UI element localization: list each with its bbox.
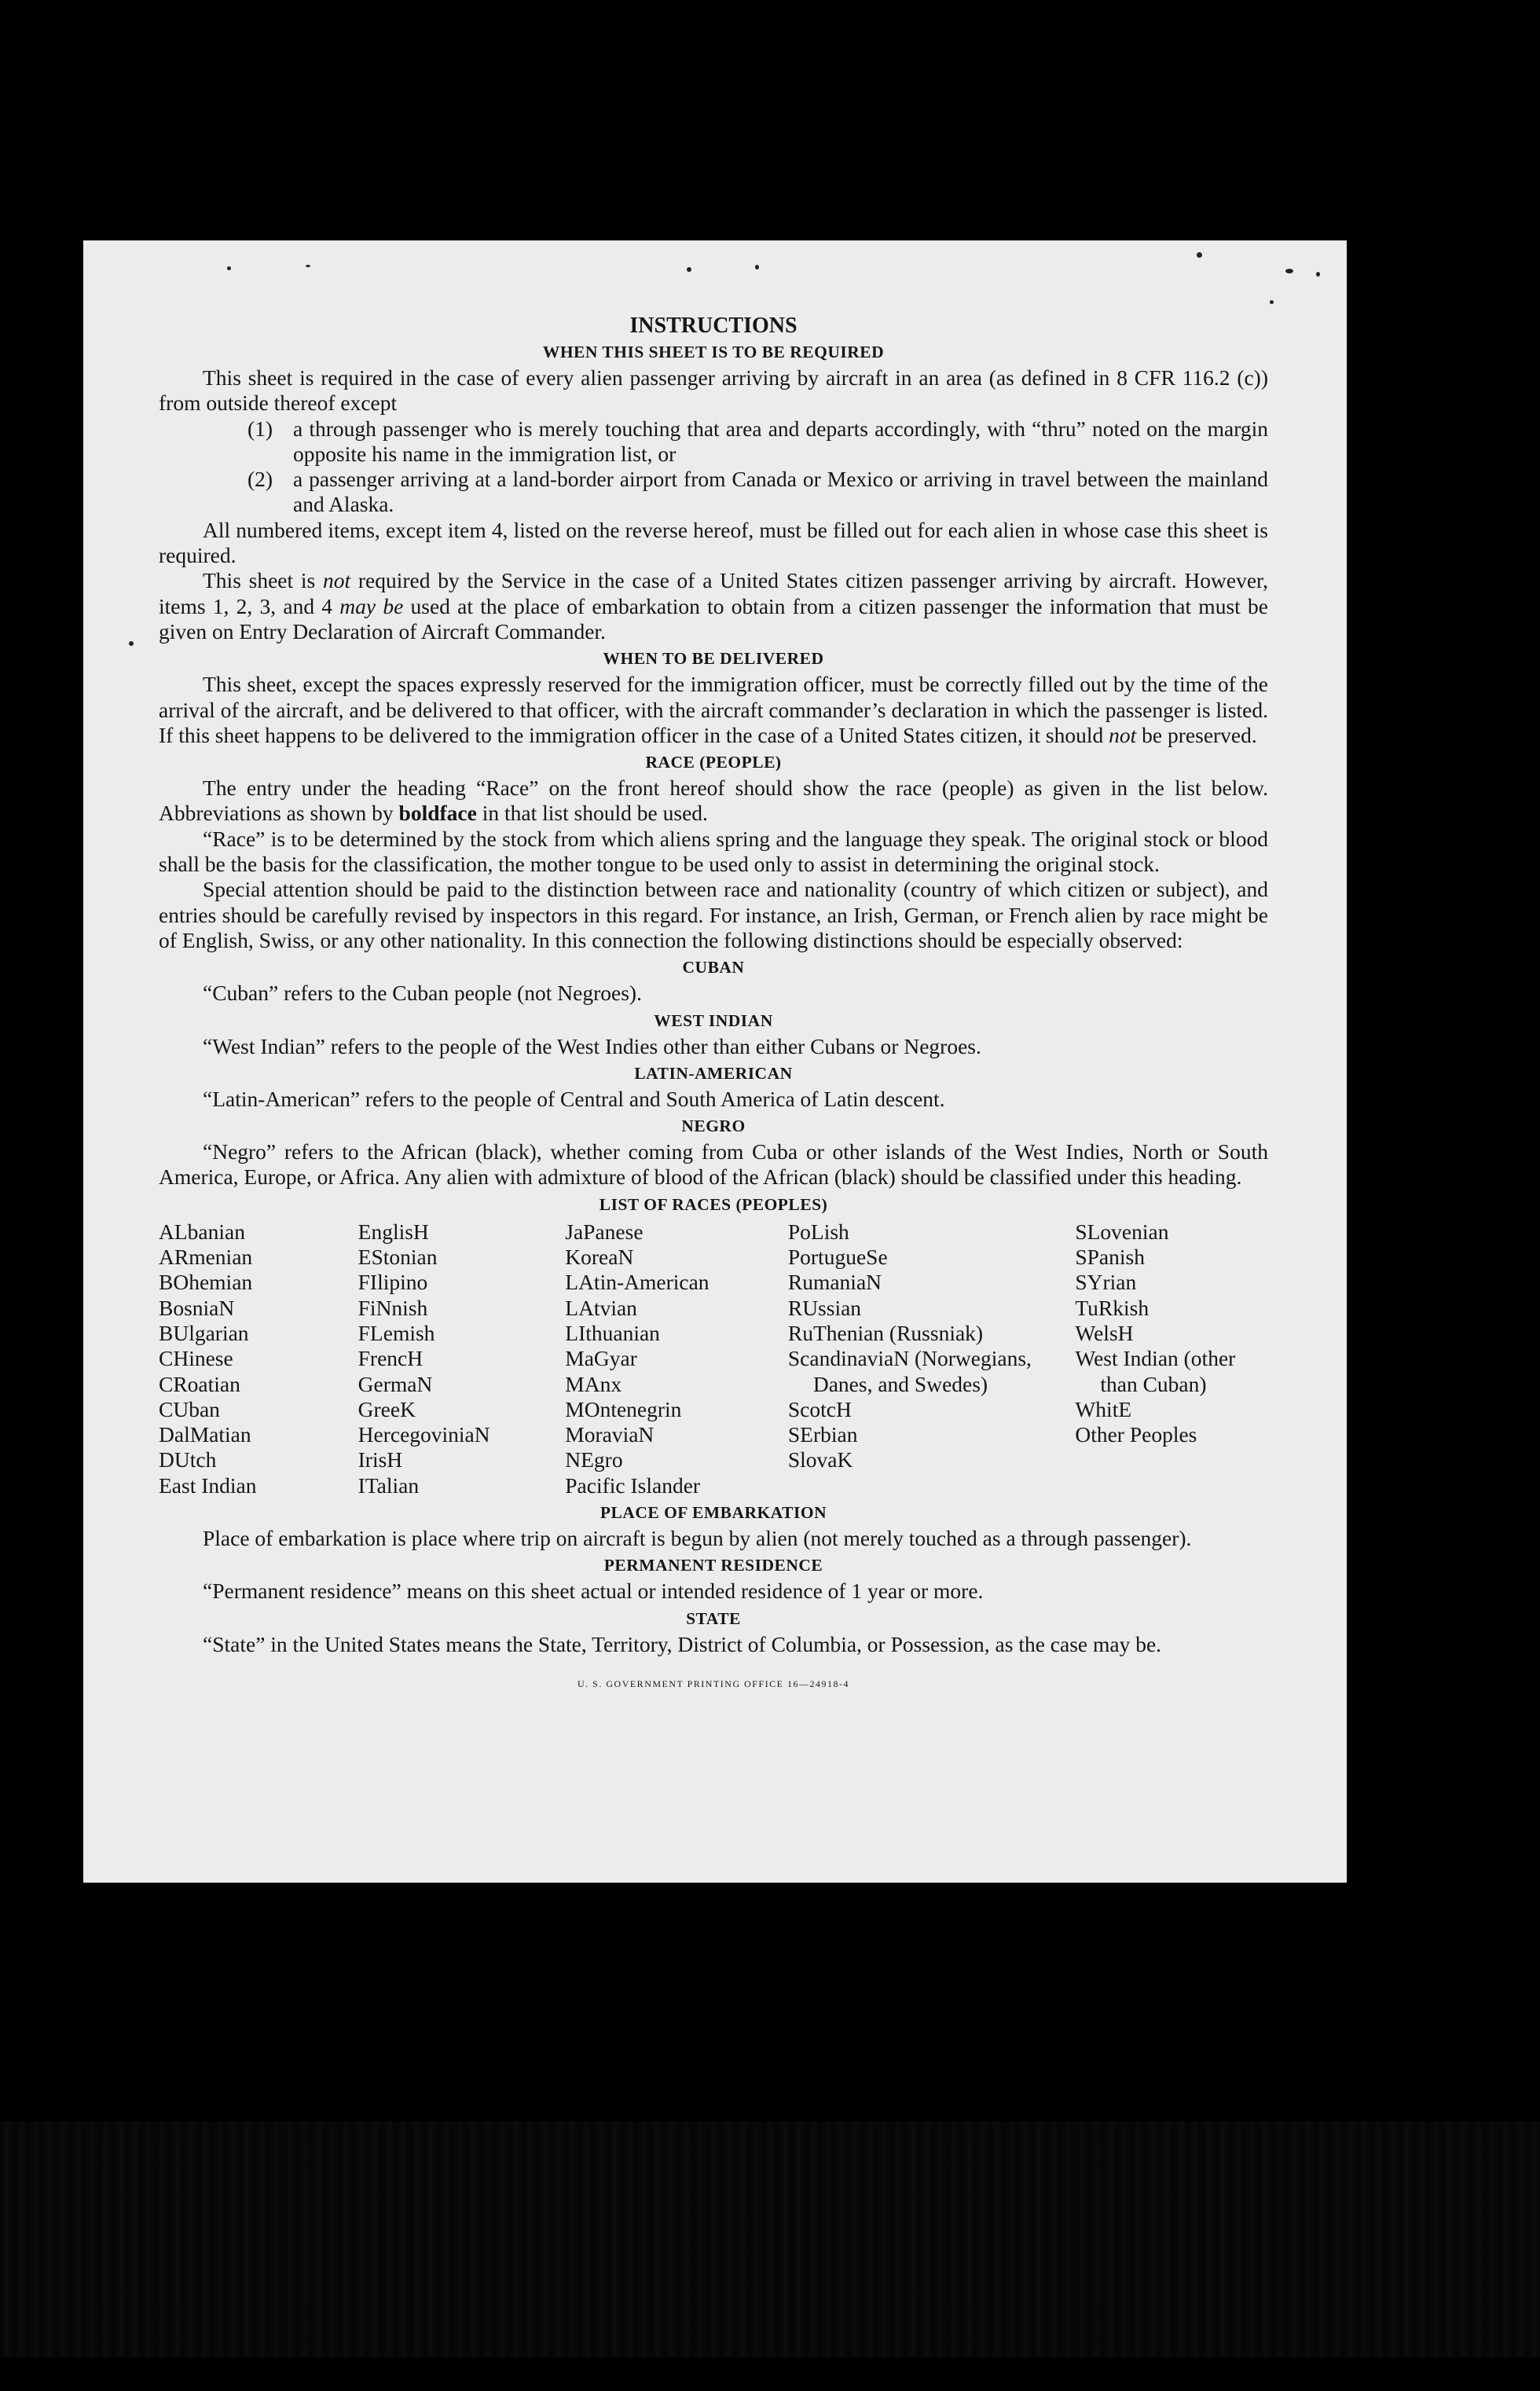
scan-speck xyxy=(1197,252,1202,258)
emphasis-text: may be xyxy=(339,593,404,618)
race-entry: SYrian xyxy=(1075,1270,1137,1295)
scan-speck xyxy=(227,266,231,270)
races-column xyxy=(159,1219,358,1498)
race-entry: ScotcH xyxy=(787,1396,852,1421)
emphasis-text: not xyxy=(322,568,351,593)
race-entry: RumaniaN xyxy=(787,1270,882,1295)
race-entry: IrisH xyxy=(358,1447,403,1472)
exception-item-2 xyxy=(159,467,1268,518)
printing-office-footer: U. S. GOVERNMENT PRINTING OFFICE 16—24918-4 xyxy=(578,1678,849,1689)
race-entry: FiNnish xyxy=(358,1295,428,1320)
heading-place-of-embarkation: PLACE OF EMBARKATION xyxy=(600,1502,827,1522)
emphasis-text: not xyxy=(1109,722,1137,747)
race-entry: EnglisH xyxy=(358,1219,429,1244)
race-entry: East Indian xyxy=(159,1472,257,1498)
latin-american-text: “Latin-American” refers to the people of Central and South America of Latin descent. xyxy=(203,1086,945,1111)
race-entry: PoLish xyxy=(787,1219,849,1244)
document-page xyxy=(83,240,1347,1883)
exception-item-1 xyxy=(159,416,1268,468)
race-entry: HercegoviniaN xyxy=(358,1422,490,1447)
race-entry: SPanish xyxy=(1075,1245,1145,1270)
scan-speck xyxy=(687,267,691,272)
race-entry: West Indian (other than Cuban) xyxy=(1075,1346,1236,1396)
state-text: “State” in the United States means the State, Territory, District of Columbia, or Possession, as the case may be. xyxy=(203,1631,1162,1656)
race-paragraph-2: “Race” is to be determined by the stock from which aliens spring and the language they speak. The original stock or blood shall be the basis for the classification, the mother tongue to be used only to assist in determining the original stock. xyxy=(159,826,1268,877)
race-paragraph-1 xyxy=(159,776,1268,827)
race-entry: DUtch xyxy=(159,1447,217,1472)
race-entry: RuThenian (Russniak) xyxy=(787,1320,984,1345)
race-entry: BosniaN xyxy=(159,1295,235,1320)
cuban-text: “Cuban” refers to the Cuban people (not Negroes). xyxy=(203,981,642,1006)
race-entry: FrencH xyxy=(358,1346,424,1371)
scan-speck xyxy=(129,641,134,646)
race-entry: SErbian xyxy=(787,1422,858,1447)
bold-text: boldface xyxy=(398,801,477,826)
race-entry: ScandinaviaN (Norwegians, Danes, and Swedes) xyxy=(787,1346,1032,1396)
race-entry: LAtvian xyxy=(565,1295,637,1320)
page-title: INSTRUCTIONS xyxy=(629,314,798,338)
negro-text: “Negro” refers to the African (black), whether coming from Cuba or other islands of the West Indies, North or South America, Europe, or Africa. Any alien with admixture of blood of the African (black) should be classified under this heading. xyxy=(159,1139,1268,1190)
scan-speck xyxy=(1270,300,1274,304)
west-indian-text: “West Indian” refers to the people of the West Indies other than either Cubans or Negroes. xyxy=(203,1033,981,1058)
scan-speck xyxy=(755,265,759,270)
text-run: used at the place of embarkation to obtain from a citizen passenger the information that must be given on Entry Declaration of Aircraft Commander. xyxy=(159,593,1268,644)
race-entry: MoraviaN xyxy=(565,1422,654,1447)
heading-west-indian: WEST INDIAN xyxy=(654,1010,773,1030)
race-entry: CUban xyxy=(159,1396,220,1421)
race-entry: ALbanian xyxy=(159,1219,245,1244)
race-entry: JaPanese xyxy=(565,1219,644,1244)
heading-race: RACE (PEOPLE) xyxy=(645,753,782,772)
race-entry: MOntenegrin xyxy=(565,1396,682,1421)
citizen-paragraph xyxy=(159,568,1268,644)
required-intro: This sheet is required in the case of every alien passenger arriving by aircraft in an area (as defined in 8 CFR 116.2 (c)) from outside thereof except xyxy=(159,365,1268,416)
race-entry: PortugueSe xyxy=(787,1245,888,1270)
delivered-paragraph xyxy=(159,672,1268,748)
heading-latin-american: LATIN-AMERICAN xyxy=(634,1063,793,1083)
heading-list-of-races: LIST OF RACES (PEOPLES) xyxy=(599,1194,828,1214)
heading-permanent-residence: PERMANENT RESIDENCE xyxy=(603,1556,823,1575)
numbered-items-paragraph: All numbered items, except item 4, listed on the reverse hereof, must be filled out for each alien in whose case this sheet is required. xyxy=(159,517,1268,568)
text-run: required by the Service in the case of a United States citizen passenger arriving by aircraft. However, items 1, 2, 3, and 4 xyxy=(159,568,1268,618)
text-run: This sheet, except the spaces expressly reserved for the immigration officer, must be correctly filled out by the time of the arrival of the aircraft, and be delivered to that officer, with the aircraft commander’s declaration in which the passenger is listed. If this sheet happens to be delivered to the immigration officer in the case of a United States citizen, it should xyxy=(159,672,1268,747)
race-entry: MAnx xyxy=(565,1371,622,1396)
exception-text: a passenger arriving at a land-border airport from Canada or Mexico or arriving in travel between the mainland and Alaska. xyxy=(293,467,1268,517)
residence-text: “Permanent residence” means on this sheet actual or intended residence of 1 year or more. xyxy=(203,1579,984,1604)
race-entry: Pacific Islander xyxy=(565,1472,701,1498)
exception-number: (2) xyxy=(248,467,273,492)
scan-speck xyxy=(1285,269,1293,273)
race-entry: MaGyar xyxy=(565,1346,637,1371)
race-entry: TuRkish xyxy=(1075,1295,1150,1320)
race-entry: SlovaK xyxy=(787,1447,853,1472)
races-column xyxy=(565,1219,788,1498)
embarkation-text: Place of embarkation is place where trip on aircraft is begun by alien (not merely touched as a through passenger). xyxy=(203,1525,1192,1550)
race-entry: FLemish xyxy=(358,1320,435,1345)
race-entry: WhitE xyxy=(1075,1396,1132,1421)
races-column xyxy=(1075,1219,1268,1498)
exception-number: (1) xyxy=(248,416,273,441)
race-entry: FIlipino xyxy=(358,1270,428,1295)
scan-speck xyxy=(306,265,310,267)
race-entry: EStonian xyxy=(358,1245,438,1270)
scanner-background xyxy=(0,2121,1540,2357)
heading-when-delivered: WHEN TO BE DELIVERED xyxy=(603,649,824,669)
race-entry: RUssian xyxy=(787,1295,862,1320)
race-entry: KoreaN xyxy=(565,1245,634,1270)
heading-when-required: WHEN THIS SHEET IS TO BE REQUIRED xyxy=(542,343,885,361)
heading-cuban: CUBAN xyxy=(682,958,745,977)
race-paragraph-3: Special attention should be paid to the distinction between race and nationality (country of which citizen or subject), and entries should be carefully revised by inspectors in this regard. For instance, an Irish, German, or French alien by race might be of English, Swiss, or any other nationality. In this connection the following distinctions should be especially observed: xyxy=(159,877,1268,952)
heading-negro: NEGRO xyxy=(681,1117,746,1136)
race-entry: NEgro xyxy=(565,1447,623,1472)
scan-speck xyxy=(1316,272,1320,277)
race-entry: ARmenian xyxy=(159,1245,253,1270)
races-column xyxy=(358,1219,566,1498)
race-entry: BOhemian xyxy=(159,1270,253,1295)
race-entry: ITalian xyxy=(358,1472,420,1498)
text-run: in that list should be used. xyxy=(476,801,708,826)
races-list xyxy=(159,1219,1268,1498)
race-entry: CRoatian xyxy=(159,1371,240,1396)
race-entry: DalMatian xyxy=(159,1422,251,1447)
race-entry: LAtin-American xyxy=(565,1270,710,1295)
race-entry: CHinese xyxy=(159,1346,233,1371)
race-entry: GreeK xyxy=(358,1396,416,1421)
race-entry: WelsH xyxy=(1075,1320,1134,1345)
race-entry: LIthuanian xyxy=(565,1320,660,1345)
text-run: This sheet is xyxy=(203,568,323,593)
race-entry: BUlgarian xyxy=(159,1320,249,1345)
exception-text: a through passenger who is merely touching that area and departs accordingly, with “thru” noted on the margin opposite his name in the immigration list, or xyxy=(293,416,1268,466)
text-run: The entry under the heading “Race” on the front hereof should show the race (people) as given in the list below. Abbreviations as shown by xyxy=(159,776,1268,826)
race-entry: Other Peoples xyxy=(1075,1422,1197,1447)
race-entry: SLovenian xyxy=(1075,1219,1169,1244)
heading-state: STATE xyxy=(686,1608,741,1628)
races-column xyxy=(788,1219,1075,1498)
text-run: be preserved. xyxy=(1136,722,1257,747)
race-entry: GermaN xyxy=(358,1371,433,1396)
